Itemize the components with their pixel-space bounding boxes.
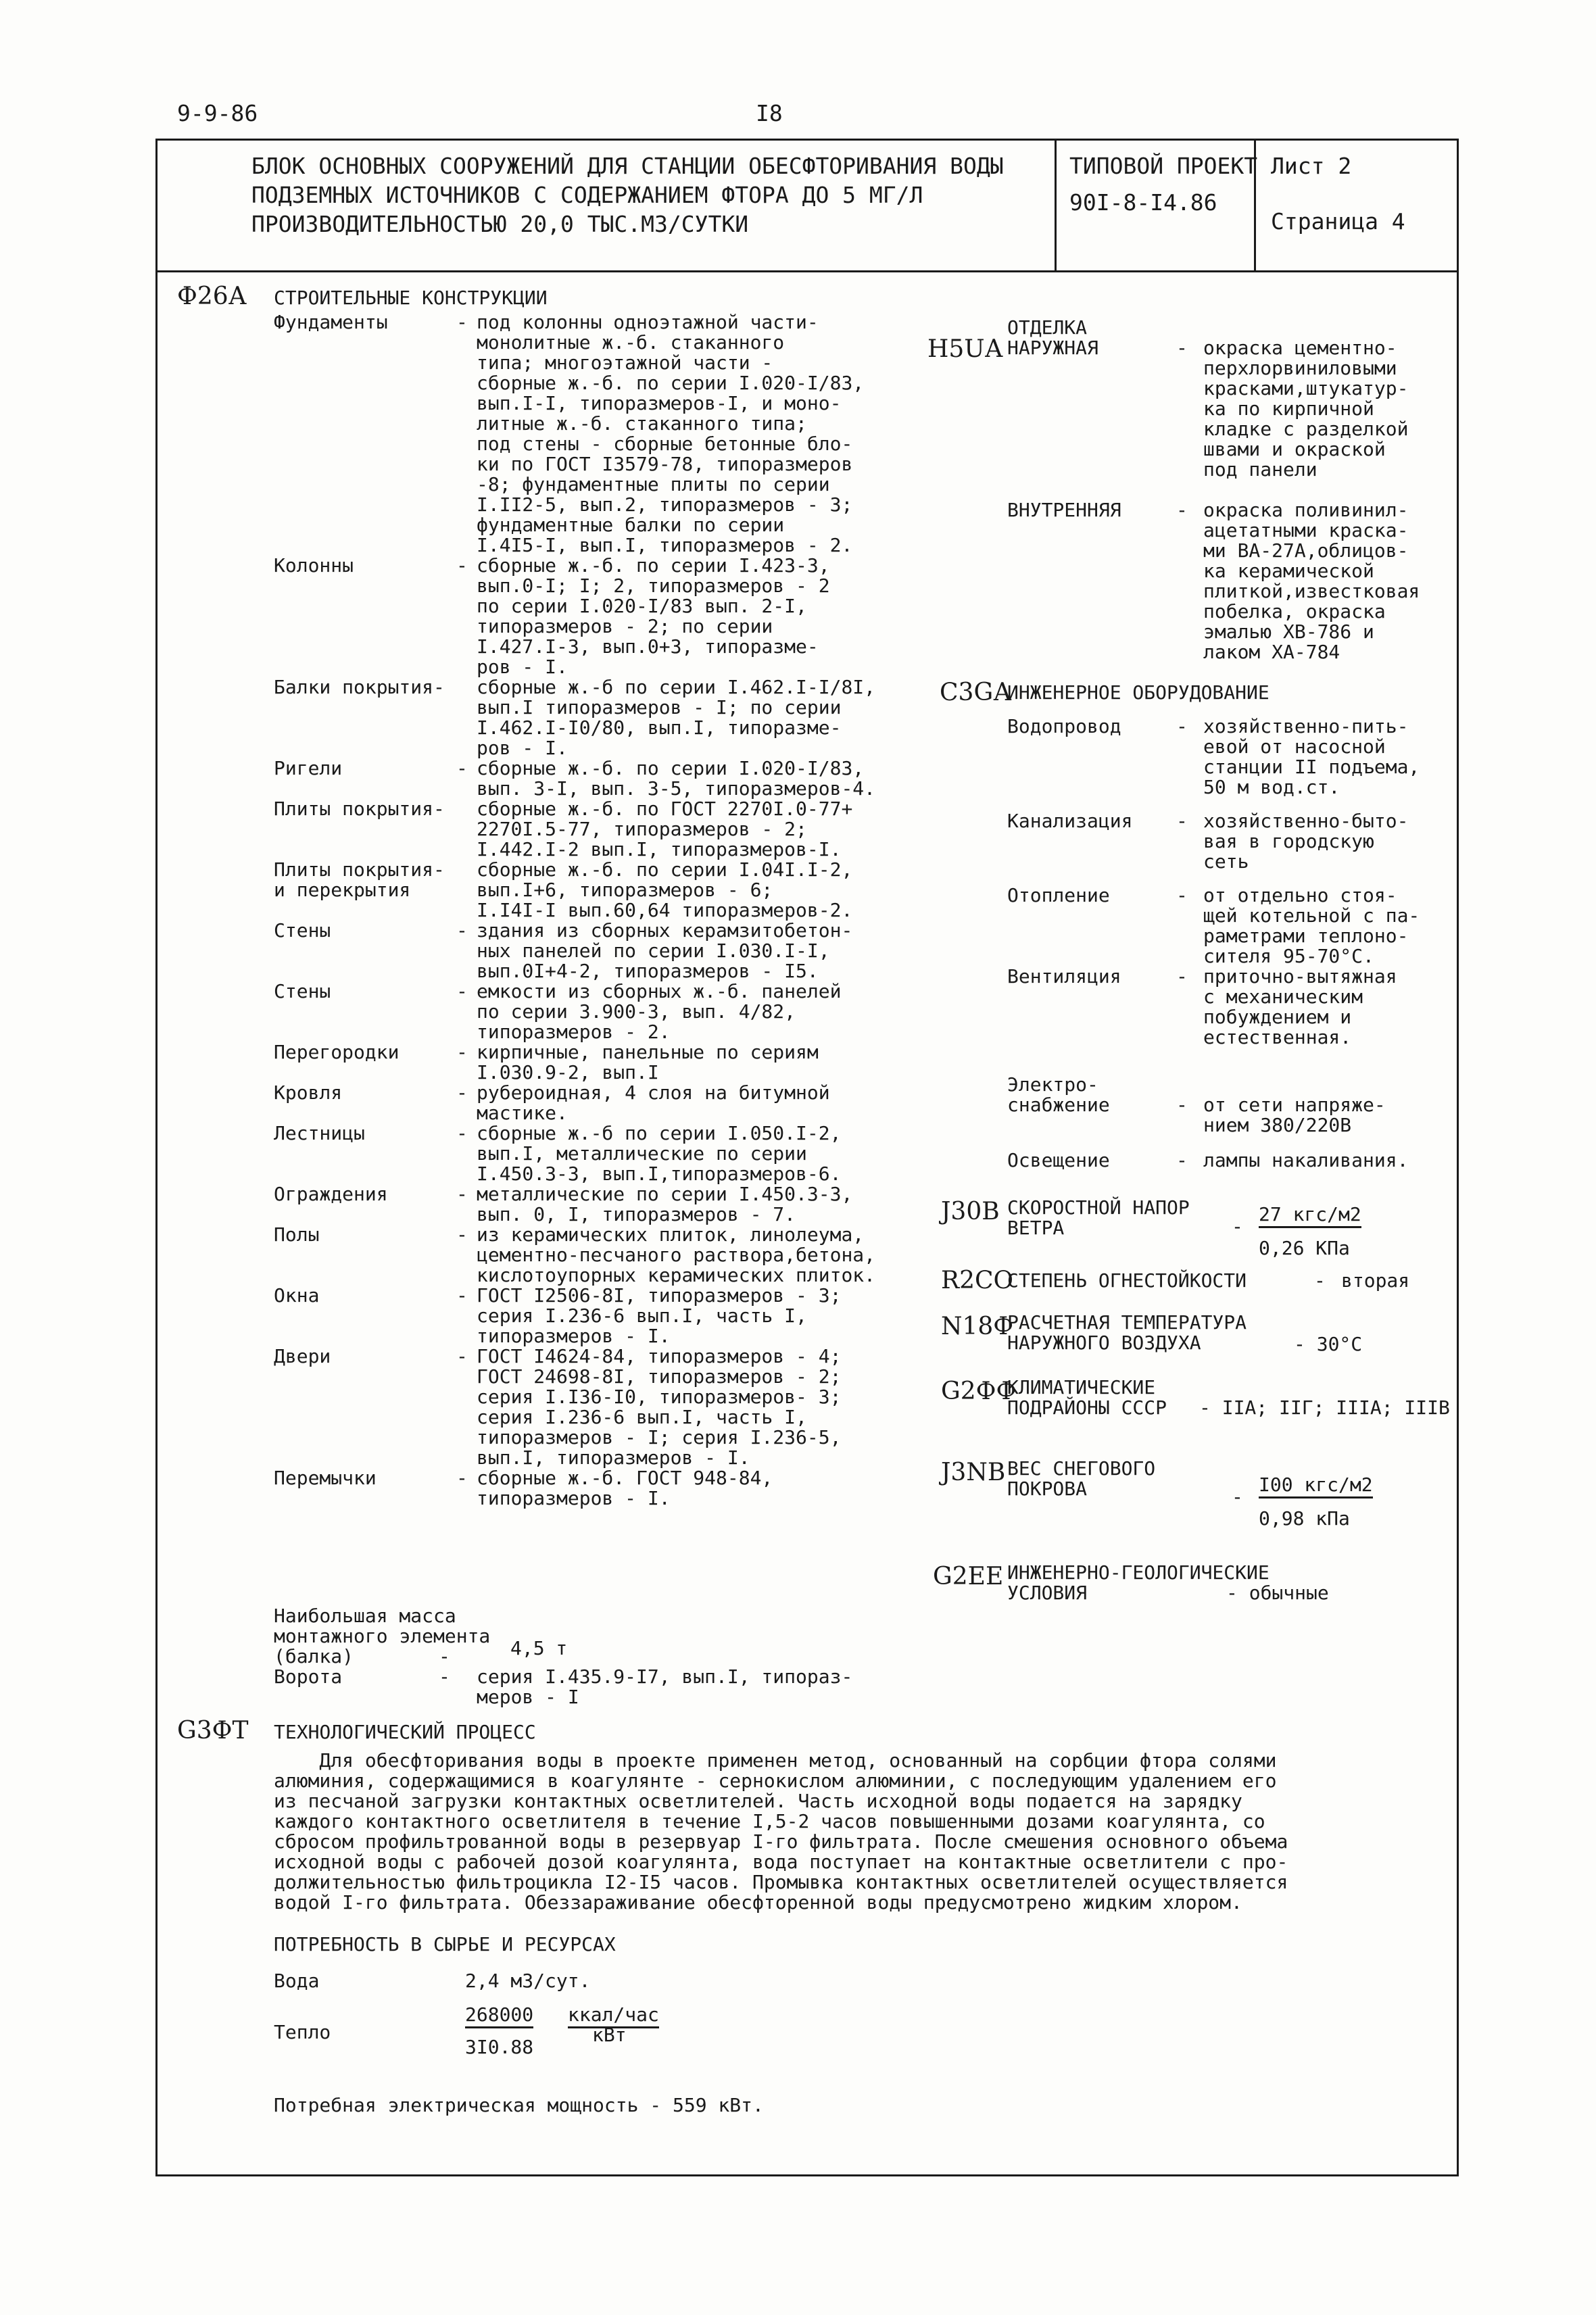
- mass-dash: -: [439, 1645, 450, 1667]
- temperature-title: [1007, 1313, 1247, 1353]
- construction-item-line: сборные ж.-б. по серии I.423-3,: [477, 554, 830, 577]
- construction-item-text: [477, 677, 875, 758]
- construction-item-line: мастике.: [477, 1102, 568, 1124]
- construction-item-text: [477, 981, 841, 1042]
- construction-item-text: [477, 1184, 852, 1225]
- process-line: алюминия, содержащимися в коагулянте - сернокислом алюминии, с последующим удалением его: [274, 1770, 1277, 1792]
- utility-text: [1203, 1095, 1386, 1136]
- construction-item-line: вып.I+6, типоразмеров - 6;: [477, 879, 773, 901]
- construction-item-dash: -: [456, 311, 468, 333]
- construction-item-line: типа; многоэтажной части -: [477, 351, 773, 374]
- utility-line: щей котельной с па-: [1203, 904, 1420, 927]
- construction-item-line: фундаментные балки по серии: [477, 514, 785, 536]
- construction-item-dash: -: [456, 757, 468, 779]
- page-label: Страница 4: [1271, 208, 1405, 235]
- construction-item-line: монолитные ж.-б. стаканного: [477, 331, 785, 354]
- gates-dash: -: [439, 1665, 450, 1688]
- exterior-finish: [1203, 338, 1408, 480]
- construction-item-label: Плиты покрытия-: [274, 798, 445, 820]
- exterior-line: окраска цементно-: [1203, 337, 1397, 359]
- mass-value: 4,5 т: [510, 1637, 568, 1659]
- construction-item-label: Окна: [274, 1284, 320, 1307]
- page-number: I8: [756, 100, 783, 126]
- geology-value: - обычные: [1226, 1582, 1329, 1604]
- climate-value: - IIA; IIГ; IIIA; IIIВ: [1199, 1396, 1450, 1419]
- construction-item-line: рубероидная, 4 слоя на битумной: [477, 1081, 830, 1104]
- power-requirement: Потребная электрическая мощность - 559 кВт.: [274, 2094, 764, 2116]
- exterior-line: ка по кирпичной: [1203, 397, 1374, 420]
- construction-item-line: сборные ж.-б. по серии I.04I.I-2,: [477, 858, 853, 881]
- mass-line-1: Наибольшая масса: [274, 1605, 456, 1627]
- utility-line: хозяйственно-быто-: [1203, 810, 1409, 832]
- interior-line: плиткой,известковая: [1203, 580, 1420, 602]
- interior-line: ацетатными краска-: [1203, 519, 1409, 541]
- construction-item-line: I.427.I-3, вып.0+3, типоразме-: [477, 635, 819, 658]
- construction-item-line: из керамических плиток, линолеума,: [477, 1223, 865, 1246]
- construction-item-line: металлические по серии I.450.3-3,: [477, 1183, 853, 1205]
- process-line: Для обесфторивания воды в проекте применен метод, основанный на сорбции фтора солями: [274, 1749, 1277, 1772]
- construction-item-line: емкости из сборных ж.-б. панелей: [477, 980, 842, 1002]
- section-title-process: ТЕХНОЛОГИЧЕСКИЙ ПРОЦЕСС: [274, 1721, 536, 1743]
- finishing-title: [1007, 318, 1098, 358]
- section-title-engineering: ИНЖЕНЕРНОЕ ОБОРУДОВАНИЕ: [1007, 681, 1269, 704]
- construction-item-line: ГОСТ I2506-8I, типоразмеров - 3;: [477, 1284, 842, 1307]
- mass-line-3: (балка): [274, 1645, 354, 1667]
- construction-item-line: ГОСТ 24698-8I, типоразмеров - 2;: [477, 1365, 842, 1388]
- frame-left: [155, 139, 158, 2176]
- construction-item-line: вып.I, металлические по серии: [477, 1142, 807, 1165]
- construction-item-line: -8; фундаментные плиты по серии: [477, 473, 830, 495]
- interior-line: лаком ХА-784: [1203, 641, 1340, 663]
- wind-title: [1007, 1198, 1190, 1238]
- gates-line-1: серия I.435.9-I7, вып.I, типораз-: [477, 1665, 853, 1688]
- title-line-1: БЛОК ОСНОВНЫХ СООРУЖЕНИЙ ДЛЯ СТАНЦИИ ОБЕСФТОРИВАНИЯ ВОДЫ: [251, 153, 1004, 179]
- construction-item-line: сборные ж.-б. по серии I.020-I/83,: [477, 372, 865, 394]
- utility-line: 50 м вод.ст.: [1203, 776, 1340, 798]
- title-block-separator: [155, 270, 1459, 272]
- section-code-climate: G2ФФ: [941, 1378, 1017, 1405]
- project-label: ТИПОВОЙ ПРОЕКТ: [1069, 153, 1258, 179]
- frame-top: [155, 139, 1459, 141]
- utility-line: лампы накаливания.: [1203, 1149, 1409, 1171]
- mass-line-2: монтажного элемента: [274, 1625, 491, 1647]
- interior-label: ВНУТРЕННЯЯ: [1007, 499, 1121, 521]
- fire-label: СТЕПЕНЬ ОГНЕСТОЙКОСТИ: [1007, 1269, 1247, 1292]
- process-line: каждого контактного осветлителя в течение I,5-2 часов повышенными дозами коагулянта, со: [274, 1810, 1265, 1832]
- utility-line: станции II подъема,: [1203, 756, 1420, 778]
- construction-item-line: литные ж.-б. стаканного типа;: [477, 412, 807, 435]
- section-code-wind: J30В: [941, 1198, 1000, 1225]
- snow-title-2: ПОКРОВА: [1007, 1478, 1088, 1500]
- construction-item-label: Стены: [274, 980, 331, 1002]
- construction-item-line: типоразмеров - I.: [477, 1487, 671, 1509]
- mass-block: [274, 1605, 853, 1708]
- process-line: должительностью фильтроцикла I2-I5 часов. Промывка контактных осветлителей осуществляется: [274, 1871, 1288, 1893]
- section-code-temperature: N18Ф: [941, 1313, 1014, 1340]
- geology-title-1: ИНЖЕНЕРНО-ГЕОЛОГИЧЕСКИЕ: [1007, 1561, 1269, 1584]
- construction-item-text: [477, 312, 864, 556]
- fire-value: вторая: [1341, 1269, 1410, 1292]
- utility-label: Водопровод: [1007, 715, 1121, 737]
- fire-dash: -: [1314, 1269, 1326, 1292]
- wind-title-2: ВЕТРА: [1007, 1217, 1065, 1239]
- utility-label: Вентиляция: [1007, 965, 1121, 988]
- interior-line: ми ВА-27А,облицов-: [1203, 539, 1409, 562]
- construction-item-label: Стены: [274, 919, 331, 942]
- construction-item-text: [477, 799, 852, 860]
- resources-title: ПОТРЕБНОСТЬ В СЫРЬЕ И РЕСУРСАХ: [274, 1933, 616, 1955]
- construction-item-dash: -: [456, 919, 468, 942]
- snow-value-kgs: I00 кгс/м2: [1259, 1475, 1373, 1498]
- utility-label: снабжение: [1007, 1094, 1110, 1116]
- utility-dash: -: [1176, 1149, 1188, 1171]
- temperature-value: - 30°С: [1294, 1333, 1363, 1355]
- construction-item-dash: -: [456, 1122, 468, 1144]
- construction-item-dash: -: [456, 1183, 468, 1205]
- construction-item-line: по серии 3.900-3, вып. 4/82,: [477, 1000, 796, 1023]
- heat-value-top: 268000: [465, 2005, 533, 2028]
- sheet-number: Лист 2: [1271, 153, 1352, 179]
- finishing-title-1: ОТДЕЛКА: [1007, 316, 1088, 339]
- doc-code: 9-9-86: [177, 100, 258, 126]
- section-code-construction: Ф26А: [177, 283, 247, 310]
- utility-dash: -: [1176, 1094, 1188, 1116]
- construction-item-line: ГОСТ I4624-84, типоразмеров - 4;: [477, 1345, 842, 1367]
- utility-line: сеть: [1203, 850, 1249, 873]
- snow-title: [1007, 1459, 1155, 1499]
- temperature-title-2: НАРУЖНОГО ВОЗДУХА: [1007, 1332, 1201, 1354]
- construction-item-line: вып.0-I; I; 2, типоразмеров - 2: [477, 575, 830, 597]
- section-title-construction: СТРОИТЕЛЬНЫЕ КОНСТРУКЦИИ: [274, 287, 548, 309]
- construction-item-text: [477, 1083, 830, 1123]
- construction-item-line: типоразмеров - 2; по серии: [477, 615, 773, 637]
- frame-right: [1457, 139, 1459, 2176]
- construction-item-dash: -: [456, 554, 468, 577]
- construction-item-line: серия I.236-6 вып.I, часть I,: [477, 1305, 807, 1327]
- title-block: [251, 154, 1004, 236]
- section-code-fire: R2СО: [941, 1267, 1014, 1294]
- construction-item-line: сборные ж.-б. по серии I.020-I/83,: [477, 757, 865, 779]
- utility-line: раметрами теплоно-: [1203, 925, 1409, 947]
- interior-dash: -: [1176, 499, 1188, 521]
- climate-title: [1007, 1378, 1167, 1418]
- snow-value-kpa: 0,98 кПа: [1259, 1507, 1350, 1530]
- construction-item-line: 2270I.5-77, типоразмеров - 2;: [477, 818, 807, 840]
- wind-value-kgs: 27 кгс/м2: [1259, 1204, 1361, 1228]
- utility-text: [1203, 967, 1397, 1048]
- section-code-geology: G2ЕЕ: [933, 1563, 1004, 1590]
- gates-label: Ворота: [274, 1665, 343, 1688]
- construction-item-label: Балки покрытия-: [274, 676, 445, 698]
- construction-item-line: вып.0I+4-2, типоразмеров - I5.: [477, 960, 819, 982]
- construction-item-label: Плиты покрытия-: [274, 858, 445, 881]
- water-value: 2,4 м3/сут.: [465, 1970, 591, 1992]
- utility-text: [1203, 716, 1420, 798]
- construction-item-line: сборные ж.-б по серии I.050.I-2,: [477, 1122, 842, 1144]
- construction-item-line: сборные ж.-б. ГОСТ 948-84,: [477, 1467, 773, 1489]
- construction-item-line: кислотоупорных керамических плиток.: [477, 1264, 876, 1286]
- interior-line: побелка, окраска: [1203, 600, 1386, 623]
- utility-line: от сети напряже-: [1203, 1094, 1386, 1116]
- construction-item-dash: -: [456, 980, 468, 1002]
- title-block-divider-1: [1055, 139, 1057, 272]
- construction-item-line: I.450.3-3, вып.I,типоразмеров-6.: [477, 1163, 842, 1185]
- utility-line: хозяйственно-пить-: [1203, 715, 1409, 737]
- construction-item-line: ки по ГОСТ I3579-78, типоразмеров: [477, 453, 853, 475]
- exterior-line: красками,штукатур-: [1203, 377, 1409, 399]
- construction-item-line: ных панелей по серии I.030.I-I,: [477, 940, 830, 962]
- construction-item-text: [477, 758, 875, 799]
- process-line: водой I-го фильтрата. Обеззараживание обесфторенной воды предусмотрено жидким хлором.: [274, 1891, 1242, 1914]
- construction-item-label: Перегородки: [274, 1041, 400, 1063]
- construction-item-line: сборные ж.-б по серии I.462.I-I/8I,: [477, 676, 876, 698]
- construction-item-line: вып.I-I, типоразмеров-I, и моно-: [477, 392, 842, 414]
- construction-item-line: под стены - сборные бетонные бло-: [477, 433, 853, 455]
- construction-item-line: I.II2-5, вып.2, типоразмеров - 3;: [477, 493, 853, 516]
- construction-item-label: Фундаменты: [274, 311, 388, 333]
- construction-item-dash: -: [456, 1284, 468, 1307]
- construction-item-line: типоразмеров - I.: [477, 1325, 671, 1347]
- construction-item-line: I.4I5-I, вып.I, типоразмеров - 2.: [477, 534, 853, 556]
- construction-item-label: Перемычки: [274, 1467, 377, 1489]
- construction-item-dash: -: [456, 1223, 468, 1246]
- interior-finish: [1203, 500, 1420, 662]
- construction-item-line: серия I.236-6 вып.I, часть I,: [477, 1406, 807, 1428]
- temperature-title-1: РАСЧЕТНАЯ ТЕМПЕРАТУРА: [1007, 1311, 1247, 1334]
- construction-item-label: Двери: [274, 1345, 331, 1367]
- process-line: сбросом профильтрованной воды в резервуар I-го фильтрата. После смешения основного объема: [274, 1830, 1288, 1853]
- construction-item-text: [477, 1468, 773, 1509]
- heat-label: Тепло: [274, 2021, 331, 2043]
- construction-item-text: [477, 860, 852, 921]
- climate-title-1: КЛИМАТИЧЕСКИЕ: [1007, 1376, 1156, 1398]
- gates-line-2: меров - I: [477, 1686, 579, 1708]
- water-label: Вода: [274, 1970, 320, 1992]
- geology-title-2: УСЛОВИЯ: [1007, 1582, 1088, 1604]
- utility-line: евой от насосной: [1203, 735, 1386, 758]
- construction-item-line: вып. 3-I, вып. 3-5, типоразмеров-4.: [477, 777, 876, 800]
- utility-text: [1203, 811, 1408, 872]
- construction-item-line: типоразмеров - I; серия I.236-5,: [477, 1426, 842, 1448]
- construction-item-line: здания из сборных керамзитобетон-: [477, 919, 853, 942]
- heat-unit-bottom: кВт: [592, 2024, 627, 2046]
- construction-item-line: вып.I, типоразмеров - I.: [477, 1446, 750, 1469]
- utility-line: с механическим: [1203, 985, 1363, 1008]
- utility-line: от отдельно стоя-: [1203, 884, 1397, 906]
- exterior-line: кладке с разделкой: [1203, 418, 1409, 440]
- construction-item-text: [477, 1123, 841, 1184]
- interior-line: эмалью ХВ-786 и: [1203, 620, 1374, 643]
- process-line: исходной воды с рабочей дозой коагулянта, вода поступает на контактные осветлители с про-: [274, 1851, 1288, 1873]
- construction-item-dash: -: [456, 1467, 468, 1489]
- construction-item-line: ров - I.: [477, 737, 568, 759]
- process-paragraph: [274, 1751, 1288, 1913]
- section-code-process: G3ФТ: [177, 1717, 249, 1745]
- construction-item-line: сборные ж.-б. по ГОСТ 2270I.0-77+: [477, 798, 853, 820]
- title-line-3: ПРОИЗВОДИТЕЛЬНОСТЬЮ 20,0 ТЫС.М3/СУТКИ: [251, 211, 749, 237]
- wind-value-kpa: 0,26 КПа: [1259, 1237, 1350, 1259]
- utility-dash: -: [1176, 965, 1188, 988]
- construction-item-line: кирпичные, панельные по сериям: [477, 1041, 819, 1063]
- exterior-line: швами и окраской: [1203, 438, 1386, 460]
- construction-item-line: цементно-песчаного раствора,бетона,: [477, 1244, 876, 1266]
- construction-item-label: Лестницы: [274, 1122, 365, 1144]
- exterior-dash: -: [1176, 337, 1188, 359]
- construction-item-label: и перекрытия: [274, 879, 411, 901]
- construction-item-text: [477, 1286, 841, 1346]
- exterior-line: перхлорвиниловыми: [1203, 357, 1397, 379]
- construction-item-line: I.030.9-2, вып.I: [477, 1061, 659, 1083]
- project-code: 90I-8-I4.86: [1069, 189, 1217, 216]
- construction-item-line: I.442.I-2 вып.I, типоразмеров-I.: [477, 838, 842, 860]
- process-line: из песчаной загрузки контактных осветлителей. Часть исходной воды подается на зарядку: [274, 1790, 1242, 1812]
- utility-label: Освещение: [1007, 1149, 1110, 1171]
- section-code-finishing: Н5UА: [927, 335, 1003, 363]
- construction-item-line: серия I.I36-I0, типоразмеров- 3;: [477, 1386, 842, 1408]
- finishing-title-2: НАРУЖНАЯ: [1007, 337, 1098, 359]
- construction-item-line: I.I4I-I вып.60,64 типоразмеров-2.: [477, 899, 853, 921]
- construction-item-dash: -: [456, 1345, 468, 1367]
- utility-text: [1203, 885, 1420, 967]
- construction-item-text: [477, 1225, 875, 1286]
- construction-item-line: типоразмеров - 2.: [477, 1021, 671, 1043]
- utility-line: сителя 95-70°С.: [1203, 945, 1374, 967]
- construction-item-text: [477, 1042, 819, 1083]
- wind-title-1: СКОРОСТНОЙ НАПОР: [1007, 1196, 1190, 1219]
- frame-bottom: [155, 2174, 1459, 2176]
- heat-value-bottom: 3I0.88: [465, 2036, 534, 2058]
- interior-line: ка керамической: [1203, 560, 1374, 582]
- utility-dash: -: [1176, 715, 1188, 737]
- climate-title-2: ПОДРАЙОНЫ СССР: [1007, 1396, 1167, 1419]
- construction-item-line: под колонны одноэтажной части-: [477, 311, 819, 333]
- heat-unit-top: ккал/час: [568, 2005, 659, 2028]
- construction-item-line: вып.I типоразмеров - I; по серии: [477, 696, 842, 718]
- utility-text: [1203, 1150, 1408, 1171]
- construction-item-text: [477, 556, 830, 677]
- utility-label: Электро-: [1007, 1073, 1098, 1096]
- utility-dash: -: [1176, 810, 1188, 832]
- utility-line: приточно-вытяжная: [1203, 965, 1397, 988]
- wind-dash: -: [1232, 1215, 1243, 1238]
- utility-line: побуждением и: [1203, 1006, 1352, 1028]
- construction-item-line: I.462.I-I0/80, вып.I, типоразме-: [477, 716, 842, 739]
- snow-dash: -: [1232, 1486, 1243, 1508]
- construction-item-label: Ограждения: [274, 1183, 388, 1205]
- section-code-snow: J3NВ: [941, 1459, 1006, 1486]
- utility-line: вая в городскую: [1203, 830, 1374, 852]
- construction-item-label: Полы: [274, 1223, 320, 1246]
- construction-item-label: Кровля: [274, 1081, 343, 1104]
- construction-item-text: [477, 921, 852, 981]
- utility-label: Отопление: [1007, 884, 1110, 906]
- construction-item-line: ров - I.: [477, 656, 568, 678]
- utility-dash: -: [1176, 884, 1188, 906]
- construction-item-text: [477, 1346, 841, 1468]
- exterior-line: под панели: [1203, 458, 1317, 481]
- utility-label: Канализация: [1007, 810, 1133, 832]
- section-code-engineering: С3GА: [940, 679, 1012, 706]
- interior-line: окраска поливинил-: [1203, 499, 1409, 521]
- title-line-2: ПОДЗЕМНЫХ ИСТОЧНИКОВ С СОДЕРЖАНИЕМ ФТОРА ДО 5 МГ/Л: [251, 182, 923, 208]
- construction-item-dash: -: [456, 1041, 468, 1063]
- construction-item-dash: -: [456, 1081, 468, 1104]
- snow-title-1: ВЕС СНЕГОВОГО: [1007, 1457, 1156, 1480]
- construction-item-line: по серии I.020-I/83 вып. 2-I,: [477, 595, 807, 617]
- construction-item-line: вып. 0, I, типоразмеров - 7.: [477, 1203, 796, 1225]
- utility-line: естественная.: [1203, 1026, 1352, 1048]
- utility-line: нием 380/220В: [1203, 1114, 1352, 1136]
- construction-item-label: Колонны: [274, 554, 354, 577]
- construction-item-label: Ригели: [274, 757, 343, 779]
